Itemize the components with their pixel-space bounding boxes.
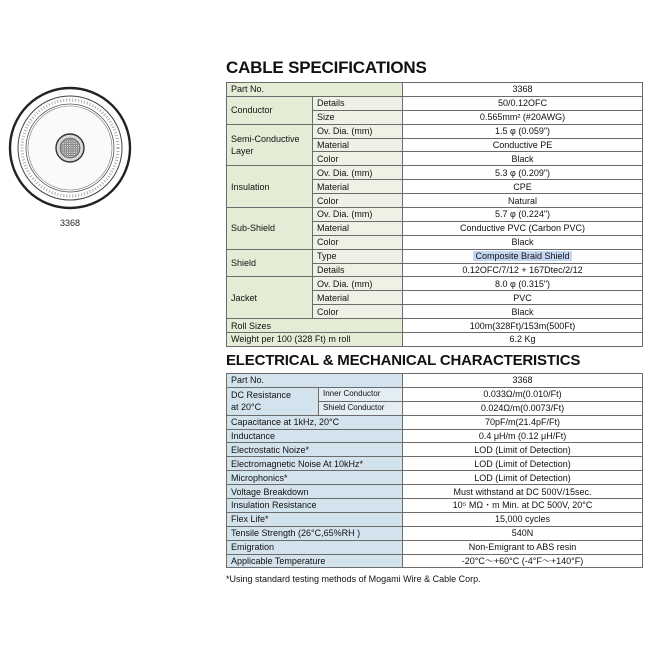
row-label: Type	[313, 249, 403, 263]
row-label: Ov. Dia. (mm)	[313, 166, 403, 180]
cable-cross-section	[8, 68, 132, 228]
roll-sizes-value: 100m(328Ft)/153m(500Ft)	[403, 319, 643, 333]
part-no-value: 3368	[403, 83, 643, 97]
table-row	[227, 512, 643, 526]
shield-conductor-value: 0.024Ω/m(0.0073/Ft)	[403, 401, 643, 415]
row-value: Conductive PE	[403, 138, 643, 152]
row-value: Black	[403, 305, 643, 319]
table-row	[227, 333, 643, 347]
row-label: Ov. Dia. (mm)	[313, 124, 403, 138]
table-row	[227, 415, 643, 429]
electrical-mechanical-table	[226, 373, 643, 568]
characteristic-label: Emigration	[227, 540, 403, 554]
characteristic-label: Voltage Breakdown	[227, 485, 403, 499]
cable-part-caption: 3368	[59, 218, 81, 228]
table-row	[227, 499, 643, 513]
row-label: Color	[313, 152, 403, 166]
characteristic-label: Tensile Strength (26°C,65%RH )	[227, 526, 403, 540]
table-row	[227, 443, 643, 457]
characteristic-value: 540N	[403, 526, 643, 540]
table-row	[227, 471, 643, 485]
row-label: Ov. Dia. (mm)	[313, 277, 403, 291]
characteristic-value: LOD (Limit of Detection)	[403, 471, 643, 485]
row-label: Color	[313, 194, 403, 208]
table-row	[227, 540, 643, 554]
row-label: Color	[313, 235, 403, 249]
row-label: Color	[313, 305, 403, 319]
elec-part-no-value: 3368	[403, 374, 643, 388]
characteristic-label: Electromagnetic Noise At 10kHz*	[227, 457, 403, 471]
roll-sizes-label: Roll Sizes	[227, 319, 403, 333]
table-row	[227, 387, 643, 401]
inner-conductor-value: 0.033Ω/m(0.010/Ft)	[403, 387, 643, 401]
row-value: 50/0.12OFC	[403, 96, 643, 110]
row-label: Material	[313, 180, 403, 194]
characteristic-value: 0.4 μH/m (0.12 μH/Ft)	[403, 429, 643, 443]
characteristic-label: Flex Life*	[227, 512, 403, 526]
row-value: 5.3 φ (0.209")	[403, 166, 643, 180]
table-row	[227, 457, 643, 471]
table-row	[227, 249, 643, 263]
table-row	[227, 554, 643, 568]
electrical-mechanical-title: ELECTRICAL & MECHANICAL CHARACTERISTICS	[226, 352, 581, 369]
group-name-line: Layer	[231, 146, 254, 156]
characteristic-value: Must withstand at DC 500V/15sec.	[403, 485, 643, 499]
row-label: Material	[313, 291, 403, 305]
characteristic-value: 70pF/m(21.4pF/Ft)	[403, 415, 643, 429]
characteristic-value: LOD (Limit of Detection)	[403, 457, 643, 471]
group-insulation: Insulation	[227, 166, 313, 208]
row-value: Black	[403, 235, 643, 249]
characteristic-label: Microphonics*	[227, 471, 403, 485]
footnote: *Using standard testing methods of Mogami Wire & Cable Corp.	[226, 574, 481, 584]
characteristic-label: Inductance	[227, 429, 403, 443]
table-row	[227, 374, 643, 388]
row-label: Details	[313, 263, 403, 277]
table-row	[227, 83, 643, 97]
characteristic-value: Non-Emigrant to ABS resin	[403, 540, 643, 554]
row-value: 0.565mm² (#20AWG)	[403, 110, 643, 124]
cable-specifications-table	[226, 82, 643, 347]
group-semi-conductive-layer	[227, 124, 313, 166]
row-value: CPE	[403, 180, 643, 194]
characteristic-value: 15,000 cycles	[403, 512, 643, 526]
row-value: 5.7 φ (0.224")	[403, 208, 643, 222]
group-sub-shield: Sub-Shield	[227, 208, 313, 250]
group-name-line: Semi-Conductive	[231, 134, 300, 144]
weight-label: Weight per 100 (328 Ft) m roll	[227, 333, 403, 347]
characteristic-label: Applicable Temperature	[227, 554, 403, 568]
table-row	[227, 96, 643, 110]
table-row	[227, 124, 643, 138]
table-row	[227, 208, 643, 222]
characteristic-label: Capacitance at 1kHz, 20°C	[227, 415, 403, 429]
row-label: Material	[313, 221, 403, 235]
characteristic-value: -20°C～+60°C (-4°F～+140°F)	[403, 554, 643, 568]
table-row	[227, 485, 643, 499]
weight-value: 6.2 Kg	[403, 333, 643, 347]
elec-part-no-label: Part No.	[227, 374, 403, 388]
shield-conductor-label: Shield Conductor	[319, 401, 403, 415]
cable-specifications-title: CABLE SPECIFICATIONS	[226, 58, 427, 77]
row-value: Black	[403, 152, 643, 166]
dc-resistance-label	[227, 387, 319, 415]
table-row	[227, 277, 643, 291]
row-value: PVC	[403, 291, 643, 305]
table-row	[227, 319, 643, 333]
inner-conductor-label: Inner Conductor	[319, 387, 403, 401]
characteristic-value: LOD (Limit of Detection)	[403, 443, 643, 457]
characteristic-label: Electrostatic Noize*	[227, 443, 403, 457]
highlighted-selection: Composite Braid Shield	[475, 251, 570, 262]
characteristic-label: Insulation Resistance	[227, 499, 403, 513]
row-label: Material	[313, 138, 403, 152]
table-row	[227, 526, 643, 540]
row-value	[403, 249, 643, 263]
cable-cross-section-drawing	[8, 68, 132, 216]
group-shield: Shield	[227, 249, 313, 277]
part-no-label: Part No.	[227, 83, 403, 97]
dc-resistance-line: at 20°C	[231, 402, 262, 413]
row-value: 1.5 φ (0.059")	[403, 124, 643, 138]
row-label: Details	[313, 96, 403, 110]
table-row	[227, 429, 643, 443]
characteristic-value: 10⁵ MΩ・m Min. at DC 500V, 20°C	[403, 499, 643, 513]
group-jacket: Jacket	[227, 277, 313, 319]
row-value: Natural	[403, 194, 643, 208]
row-value: Conductive PVC (Carbon PVC)	[403, 221, 643, 235]
dc-resistance-line: DC Resistance	[231, 390, 292, 401]
row-label: Ov. Dia. (mm)	[313, 208, 403, 222]
row-value: 8.0 φ (0.315")	[403, 277, 643, 291]
group-conductor: Conductor	[227, 96, 313, 124]
table-row	[227, 166, 643, 180]
row-value: 0.12OFC/7/12 + 167Dtec/2/12	[403, 263, 643, 277]
row-label: Size	[313, 110, 403, 124]
